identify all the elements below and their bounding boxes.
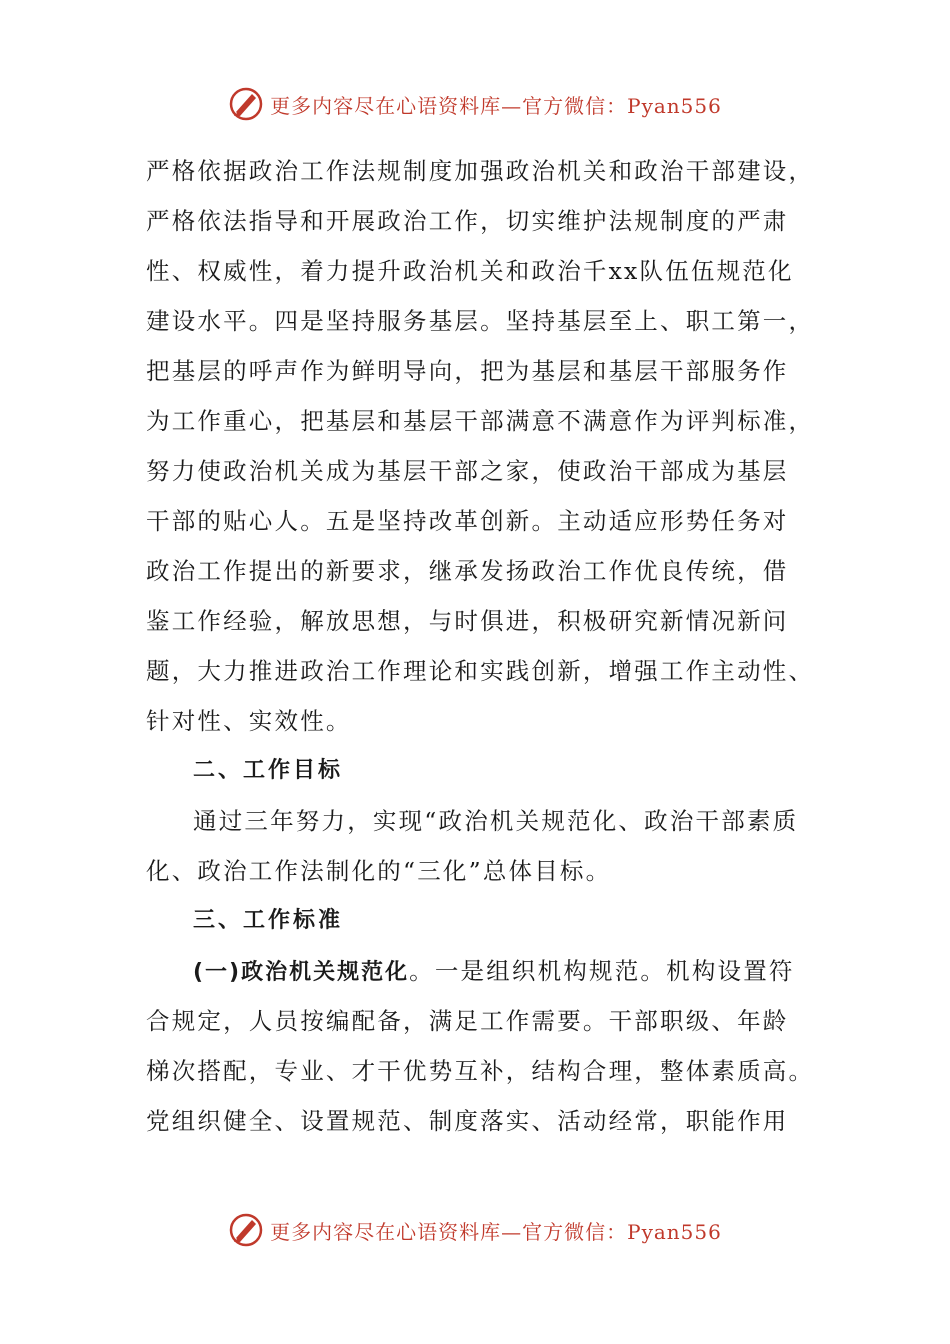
footer-watermark xyxy=(0,1210,950,1250)
subsection-title: (一)政治机关规范化 xyxy=(193,960,410,985)
body-line: 干部的贴心人。五是坚持改革创新。主动适应形势任务对 xyxy=(146,507,789,535)
document-body xyxy=(146,146,815,1146)
body-line xyxy=(146,946,806,996)
watermark-text: 更多内容尽在心语资料库—官方微信：Pyan556 xyxy=(270,1219,722,1244)
body-line: 鉴工作经验，解放思想，与时俱进，积极研究新情况新问 xyxy=(146,607,789,635)
body-line: 努力使政治机关成为基层干部之家，使政治干部成为基层 xyxy=(146,457,789,485)
body-line: 严格依据政治工作法规制度加强政治机关和政治干部建设， xyxy=(146,157,815,185)
section-heading-goals: 二、工作目标 xyxy=(193,758,344,783)
header-watermark xyxy=(0,84,950,124)
body-line: 合规定，人员按编配备，满足工作需要。干部职级、年龄 xyxy=(146,1007,789,1035)
body-line: 梯次搭配，专业、才干优势互补，结构合理，整体素质高。 xyxy=(146,1057,815,1085)
body-line: 建设水平。四是坚持服务基层。坚持基层至上、职工第一， xyxy=(146,307,815,335)
body-line: 政治工作提出的新要求，继承发扬政治工作优良传统，借 xyxy=(146,557,789,585)
pen-logo-icon xyxy=(228,1212,264,1248)
section-heading-standards: 三、工作标准 xyxy=(193,908,344,933)
watermark-text: 更多内容尽在心语资料库—官方微信：Pyan556 xyxy=(270,93,722,118)
body-text: 。一是组织机构规范。机构设置符 xyxy=(409,957,795,985)
body-line: 题，大力推进政治工作理论和实践创新，增强工作主动性、 xyxy=(146,657,815,685)
body-line: 为工作重心，把基层和基层干部满意不满意作为评判标准， xyxy=(146,407,815,435)
body-line: 针对性、实效性。 xyxy=(146,707,352,735)
body-line: 把基层的呼声作为鲜明导向，把为基层和基层干部服务作 xyxy=(146,357,789,385)
body-line: 党组织健全、设置规范、制度落实、活动经常，职能作用 xyxy=(146,1107,789,1135)
body-line: 性、权威性，着力提升政治机关和政治千xx队伍伍规范化 xyxy=(146,257,794,285)
body-line: 通过三年努力，实现“政治机关规范化、政治干部素质 xyxy=(193,807,799,835)
pen-logo-icon xyxy=(228,86,264,122)
body-line: 化、政治工作法制化的“三化”总体目标。 xyxy=(146,857,612,885)
body-line: 严格依法指导和开展政治工作，切实维护法规制度的严肃 xyxy=(146,207,789,235)
